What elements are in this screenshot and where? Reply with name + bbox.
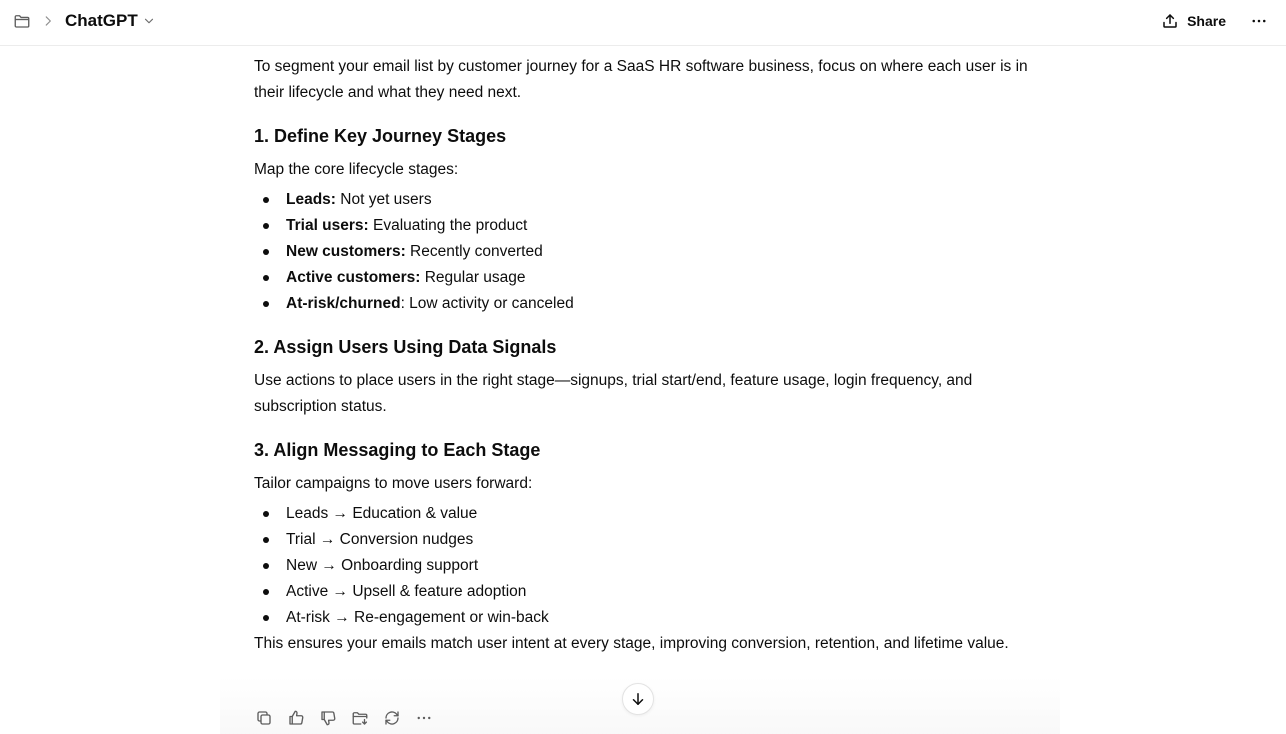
list-item-text: Not yet users xyxy=(335,191,432,208)
save-to-folder-icon[interactable] xyxy=(348,706,372,730)
header-left xyxy=(12,9,156,33)
thumbs-down-icon[interactable] xyxy=(316,706,340,730)
messaging-list xyxy=(254,501,1034,631)
list-item-term: Leads: xyxy=(286,191,336,208)
list-item: Trial → Conversion nudges xyxy=(254,527,1034,553)
header-right xyxy=(1155,8,1272,34)
list-item-term: At-risk/churned xyxy=(286,295,401,312)
list-item xyxy=(254,265,1034,291)
top-bar xyxy=(0,0,1286,46)
folder-icon[interactable] xyxy=(12,9,32,33)
section-heading: 2. Assign Users Using Data Signals xyxy=(254,337,557,357)
chevron-right-icon xyxy=(38,9,58,33)
assistant-message xyxy=(254,54,1034,657)
list-item xyxy=(254,187,1034,213)
arrow-down-icon xyxy=(629,690,647,708)
share-label: Share xyxy=(1187,13,1226,29)
thumbs-up-icon[interactable] xyxy=(284,706,308,730)
more-horizontal-icon[interactable] xyxy=(1246,8,1272,34)
list-item-term: Active customers: xyxy=(286,269,421,286)
list-item-text: Recently converted xyxy=(405,243,543,260)
chevron-down-icon xyxy=(142,14,156,28)
regenerate-icon[interactable] xyxy=(380,706,404,730)
section-lead: Use actions to place users in the right stage—signups, trial start/end, feature usage, login frequency, and subscription status. xyxy=(254,372,973,415)
list-item xyxy=(254,291,1034,317)
list-item: At-risk → Re-engagement or win-back xyxy=(254,605,1034,631)
list-item xyxy=(254,213,1034,239)
section-lead: Map the core lifecycle stages: xyxy=(254,161,459,178)
list-item-text: : Low activity or canceled xyxy=(400,295,574,312)
journey-stage-list xyxy=(254,187,1034,317)
copy-icon[interactable] xyxy=(252,706,276,730)
list-item-term: New customers: xyxy=(286,243,406,260)
list-item-text: Regular usage xyxy=(420,269,526,286)
list-item-term: Trial users: xyxy=(286,217,369,234)
section-heading: 1. Define Key Journey Stages xyxy=(254,126,507,146)
list-item: Leads → Education & value xyxy=(254,501,1034,527)
upload-icon xyxy=(1161,12,1179,30)
section-heading: 3. Align Messaging to Each Stage xyxy=(254,440,541,460)
scroll-to-bottom-button[interactable] xyxy=(622,683,654,715)
section-lead: Tailor campaigns to move users forward: xyxy=(254,475,533,492)
list-item: Active → Upsell & feature adoption xyxy=(254,579,1034,605)
list-item-text: Evaluating the product xyxy=(368,217,528,234)
list-item xyxy=(254,239,1034,265)
message-actions xyxy=(252,706,444,730)
closing-paragraph: This ensures your emails match user intent at every stage, improving conversion, retention, and lifetime value. xyxy=(254,635,1009,652)
more-horizontal-icon[interactable] xyxy=(412,706,436,730)
model-title: ChatGPT xyxy=(65,11,138,30)
model-switcher[interactable] xyxy=(65,11,156,31)
list-item: New → Onboarding support xyxy=(254,553,1034,579)
intro-paragraph: To segment your email list by customer journey for a SaaS HR software business, focus on where each user is in their lifecycle and what they need next. xyxy=(254,58,1028,101)
share-button[interactable] xyxy=(1155,8,1232,34)
